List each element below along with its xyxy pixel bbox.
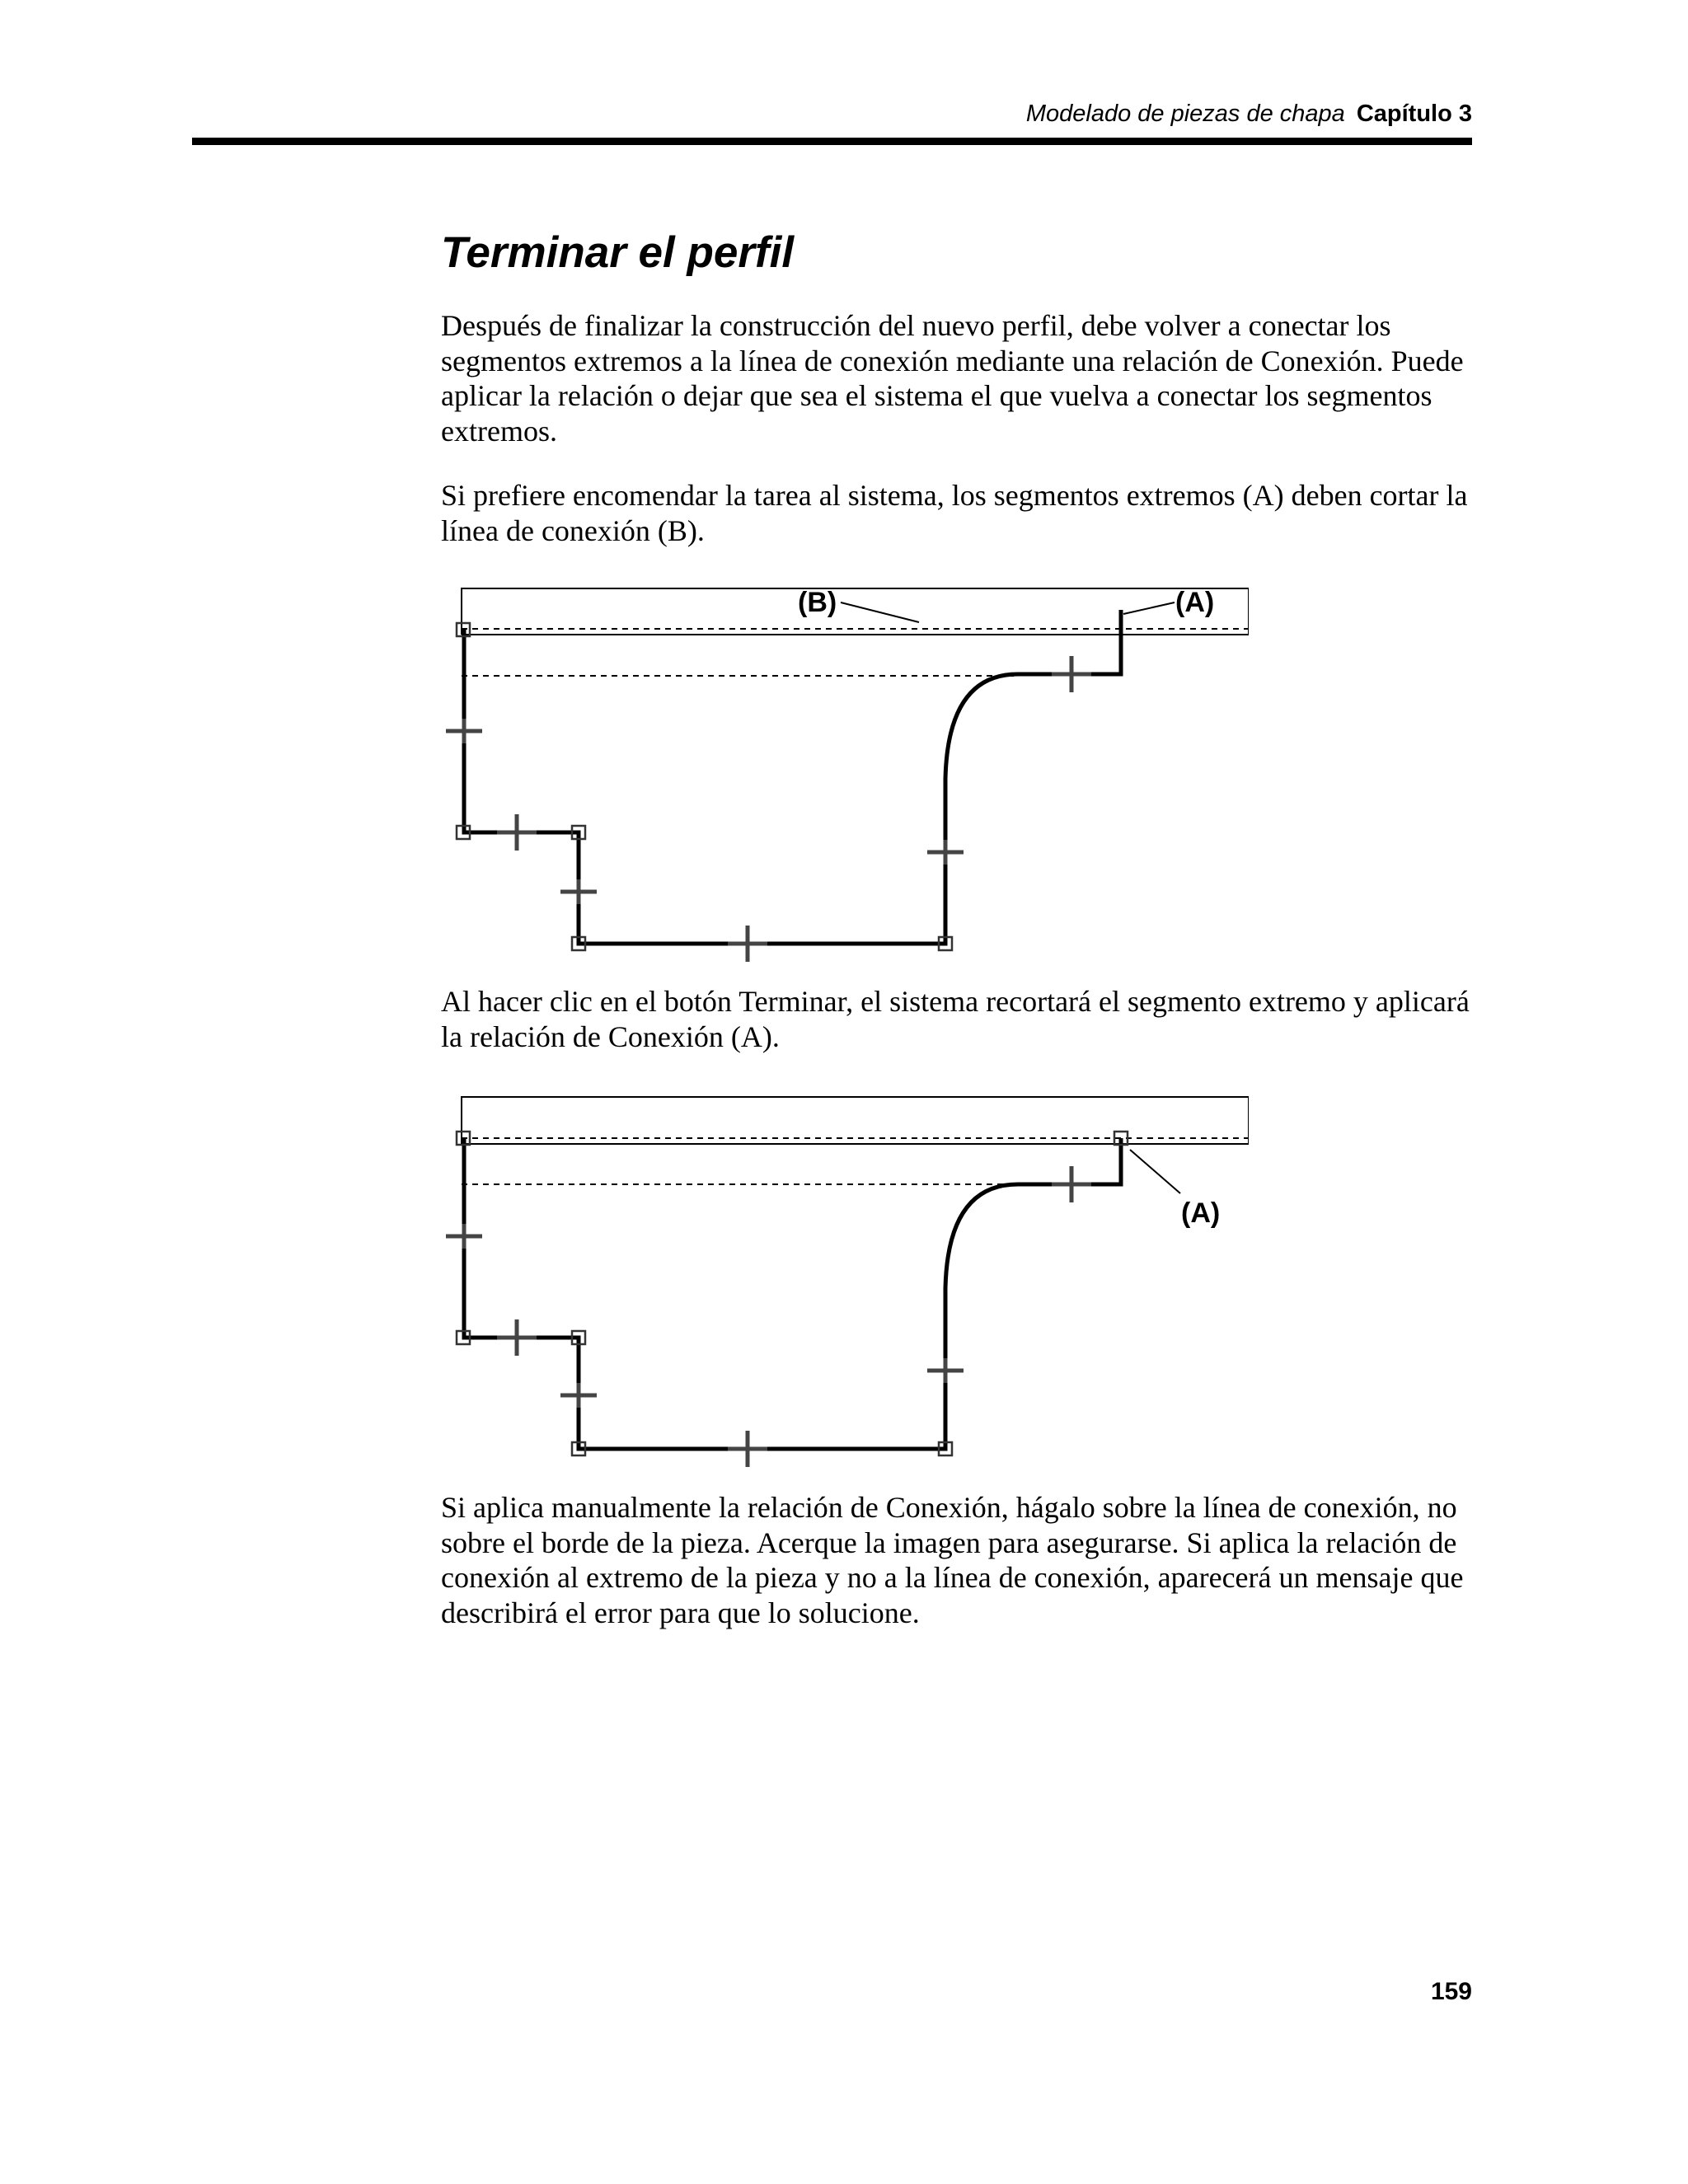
leader-a (1123, 602, 1175, 614)
midpoint-marker (560, 879, 597, 904)
figure-profile-before-finish (441, 577, 1249, 972)
midpoint-marker (446, 1224, 482, 1249)
midpoint-marker (927, 1358, 964, 1383)
label-a: (A) (1175, 587, 1215, 618)
label-b: (B) (798, 587, 837, 618)
paragraph-system-task: Si prefiere encomendar la tarea al sistema, los segmentos extremos (A) deben cortar la línea de conexión (B). (441, 479, 1468, 547)
leader-b (841, 602, 919, 622)
running-header (192, 97, 1472, 130)
midpoint-marker (497, 1319, 537, 1356)
page-number: 159 (1430, 1978, 1472, 2005)
midpoint-marker (446, 719, 482, 743)
midpoint-marker (1052, 1166, 1091, 1202)
part-edge (462, 1097, 1249, 1144)
running-header-title: Modelado de piezas de chapa (1025, 101, 1345, 127)
header-rule (192, 138, 1472, 145)
section-title: Terminar el perfil (441, 228, 795, 277)
paragraph-intro: Después de finalizar la construcción del nuevo perfil, debe volver a conectar los segmentos extremos a la línea de conexión mediante una relación de Conexión. Puede aplicar la relación o dejar que sea el sistema el que vuelva a conectar los segmentos extremos. (441, 309, 1464, 448)
midpoint-marker (1052, 656, 1091, 692)
running-header-chapter: Capítulo 3 (1356, 101, 1472, 127)
label-a: (A) (1181, 1197, 1221, 1229)
midpoint-marker (728, 926, 767, 962)
midpoint-marker (728, 1431, 767, 1467)
leader-a (1130, 1150, 1180, 1193)
midpoint-marker (560, 1383, 597, 1408)
midpoint-marker (497, 814, 537, 851)
paragraph-finish-button: Al hacer clic en el botón Terminar, el sistema recortará el segmento extremo y aplicará la relación de Conexión (A). (441, 985, 1470, 1053)
paragraph-manual-connection: Si aplica manualmente la relación de Conexión, hágalo sobre la línea de conexión, no sobre el borde de la pieza. Acerque la imagen para asegurarse. Si aplica la relación de conexión al extremo de la pieza y no a la línea de conexión, aparecerá un mensaje que describirá el error para que lo solucione. (441, 1491, 1464, 1629)
midpoint-marker (927, 840, 964, 865)
figure-profile-after-finish (441, 1082, 1249, 1478)
